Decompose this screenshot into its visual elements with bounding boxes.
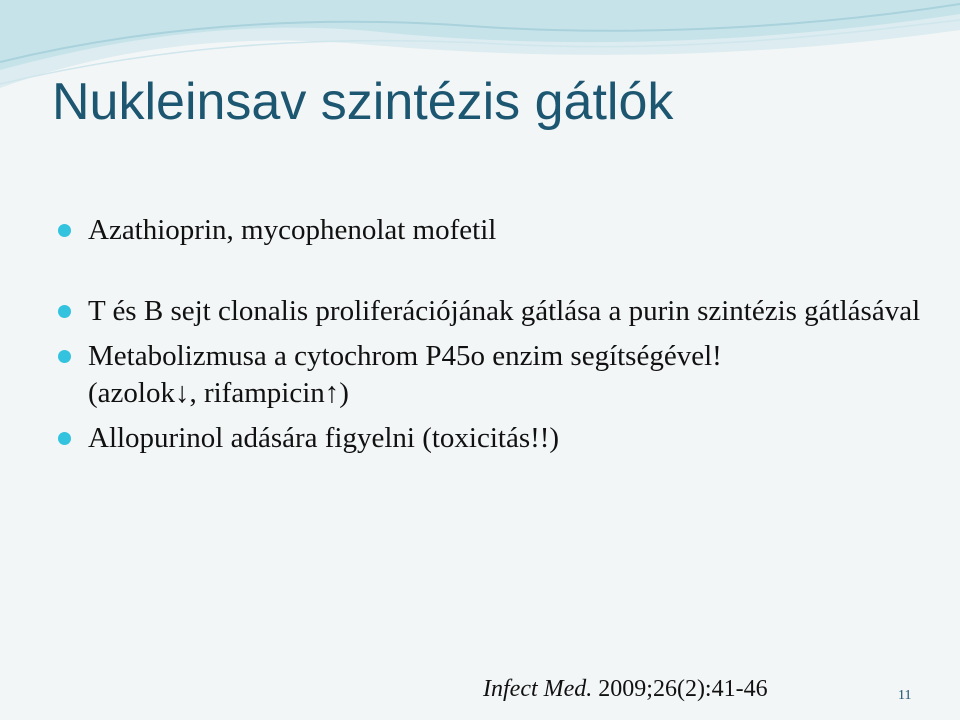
arrow-down-icon: ↓ xyxy=(174,377,190,409)
bullet-text-paren-open: (azolok xyxy=(88,377,175,409)
bullet-dot-icon xyxy=(58,224,71,237)
arrow-up-icon: ↑ xyxy=(324,377,340,409)
bullet-dot-icon xyxy=(58,305,71,318)
bullet-item xyxy=(58,420,938,457)
citation-journal: Infect Med. xyxy=(483,676,593,702)
bullet-text: T és B sejt clonalis proliferációjának gátlása a purin szintézis gátlásával xyxy=(88,295,921,327)
bullet-text: Azathioprin, mycophenolat mofetil xyxy=(88,214,497,246)
page-number: 11 xyxy=(898,688,912,703)
bullet-item xyxy=(58,338,938,412)
citation xyxy=(483,674,768,704)
bullet-text-middle: , rifampicin xyxy=(189,377,325,409)
slide-title: Nukleinsav szintézis gátlók xyxy=(52,73,674,131)
bullet-text: Allopurinol adására figyelni (toxicitás!!) xyxy=(88,422,560,454)
bullet-dot-icon xyxy=(58,350,71,363)
citation-details: 2009;26(2):41-46 xyxy=(592,676,768,702)
bullet-text: Metabolizmusa a cytochrom P45o enzim segítségével! xyxy=(88,340,722,372)
bullet-item xyxy=(58,212,938,249)
bullet-item xyxy=(58,293,938,330)
bullet-list xyxy=(58,212,938,457)
bullet-text-paren-close: ) xyxy=(339,377,349,409)
bullet-dot-icon xyxy=(58,432,71,445)
